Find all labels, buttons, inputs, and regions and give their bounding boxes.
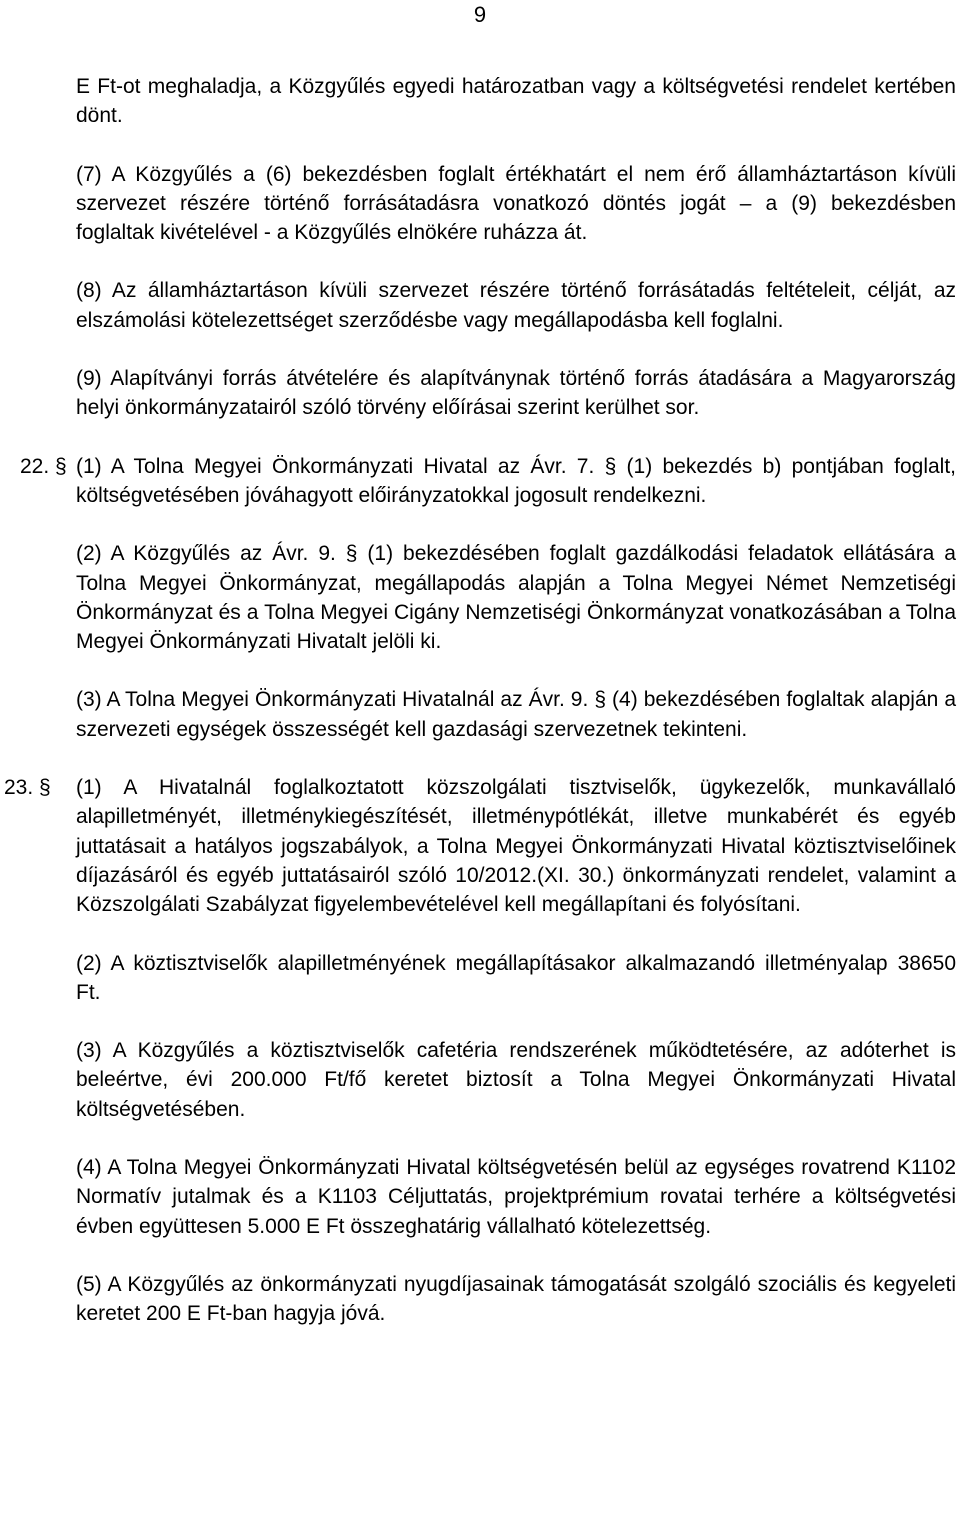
paragraph-7: (7) A Közgyűlés a (6) bekezdésben foglalt értékhatárt el nem érő államháztartáson kívüli szervezet részére történő forrásátadásra vonatkozó döntés jogát – a (9) bekezdésben foglaltak kivételével - a Közgyűlés elnökére ruházza át. (76, 162, 956, 245)
paragraph-9: (9) Alapítványi forrás átvételére és alapítványnak történő forrás átadására a Magyarország helyi önkormányzatairól szóló törvény előírásai szerint kerülhet sor. (76, 367, 956, 420)
section-22-paragraph-3: (3) A Tolna Megyei Önkormányzati Hivatalnál az Ávr. 9. § (4) bekezdésében foglaltak alapján a szervezeti egységek összességét kell gazdasági szervezetnek tekinteni. (76, 688, 956, 741)
paragraph-continuation: E Ft-ot meghaladja, a Közgyűlés egyedi határozatban vagy a költségvetési rendelet kertében dönt. (76, 75, 956, 128)
paragraph-8: (8) Az államháztartáson kívüli szervezet részére történő forrásátadás feltételeit, célját, az elszámolási kötelezettséget szerződésbe vagy megállapodásba kell foglalni. (76, 279, 956, 332)
section-23-number: 23. § (4, 776, 51, 800)
section-23-paragraph-1: (1) A Hivatalnál foglalkoztatott közszolgálati tisztviselők, ügykezelők, munkavállaló alapilletményét, illetménykiegészítését, illetménypótlékát, illetve munkabérét és egyéb juttatásait a hatályos jogszabályok, a Tolna Megyei Önkormányzati Hivatal köztisztviselőinek díjazásáról és egyéb juttatásairól szóló 10/2012.(XI. 30.) önkormányzati rendelet, valamint a Közszolgálati Szabályzat figyelembevételével kell megállapítani és folyósítani. (76, 776, 956, 917)
document-body (4, 72, 956, 1329)
section-23-paragraph-2: (2) A köztisztviselők alapilletményének megállapításakor alkalmazandó illetményalap 38650 Ft. (76, 951, 956, 1004)
section-22-number: 22. § (20, 454, 67, 478)
page-number: 9 (473, 2, 487, 27)
section-22-paragraph-1: (1) A Tolna Megyei Önkormányzati Hivatal az Ávr. 7. § (1) bekezdés b) pontjában foglalt, költségvetésében jóváhagyott előirányzatokkal jogosult rendelkezni. (76, 454, 956, 507)
section-23-paragraph-3: (3) A Közgyűlés a köztisztviselők cafetéria rendszerének működtetésére, az adóterhet is beleértve, évi 200.000 Ft/fő keretet biztosít a Tolna Megyei Önkormányzati Hivatal költségvetésében. (76, 1039, 956, 1121)
section-22-paragraph-2: (2) A Közgyűlés az Ávr. 9. § (1) bekezdésében foglalt gazdálkodási feladatok ellátására a Tolna Megyei Önkormányzat, megállapodás alapján a Tolna Megyei Német Nemzetiségi Önkormányzat és a Tolna Megyei Cigány Nemzetiségi Önkormányzat vonatkozásában a Tolna Megyei Önkormányzati Hivatalt jelöli ki. (76, 542, 956, 654)
section-23-paragraph-4: (4) A Tolna Megyei Önkormányzati Hivatal költségvetésén belül az egységes rovatrend K1102 Normatív jutalmak és a K1103 Céljuttatás, projektprémium rovatai terhére a költségvetési évben együttesen 5.000 E Ft összeghatárig vállalható kötelezettség. (76, 1156, 956, 1238)
section-22 (20, 452, 956, 744)
section-23-paragraph-5: (5) A Közgyűlés az önkormányzati nyugdíjasainak támogatását szolgáló szociális és kegyeleti keretet 200 E Ft-ban hagyja jóvá. (76, 1272, 956, 1326)
section-23 (4, 773, 956, 1328)
